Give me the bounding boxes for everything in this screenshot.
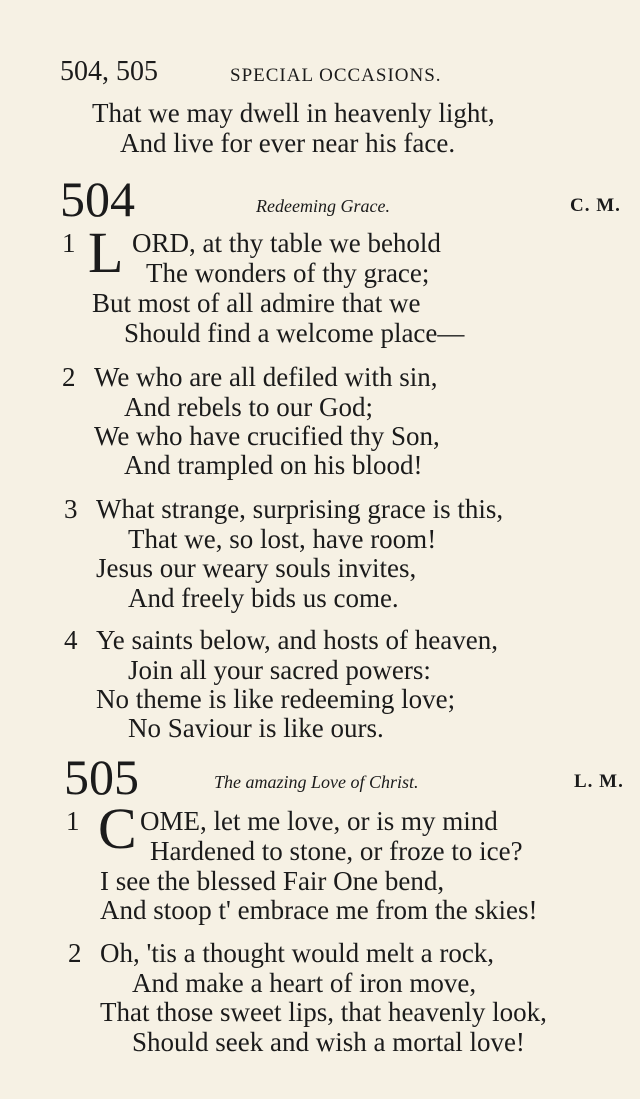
continuation-line: And live for ever near his face. [120,128,456,158]
continuation-line: That we may dwell in heavenly light, [92,98,495,128]
verse-line: But most of all admire that we [92,288,421,318]
drop-cap: C [98,796,137,861]
verse-line: Oh, 'tis a thought would melt a rock, [100,938,495,968]
verse-line: We who are all defiled with sin, [94,362,438,392]
running-header [60,56,620,92]
verse-line: Should seek and wish a mortal love! [132,1027,525,1057]
verse-line: And trampled on his blood! [124,450,423,480]
verse-line: The wonders of thy grace; [146,258,430,288]
section-title: SPECIAL OCCASIONS. [230,65,442,86]
verse-line: That we, so lost, have room! [128,524,437,554]
verse-line: Jesus our weary souls invites, [96,553,417,583]
verse-number: 1 [66,806,80,836]
verse-line: No Saviour is like ours. [128,713,384,743]
verse-line: And freely bids us come. [128,583,399,613]
verse-line: I see the blessed Fair One bend, [100,866,445,896]
hymn-number: 504 [60,171,135,227]
hymn-title: The amazing Love of Christ. [214,772,419,792]
verse-number: 1 [62,228,76,258]
verse-line: That those sweet lips, that heavenly look, [100,997,547,1027]
drop-cap: L [88,220,124,285]
verse-line: And stoop t' embrace me from the skies! [100,895,538,925]
hymn-number: 505 [64,749,139,805]
verse-line: And rebels to our God; [124,392,373,422]
verse-line: No theme is like redeeming love; [96,684,456,714]
verse-line: OME, let me love, or is my mind [140,806,498,836]
verse-line: ORD, at thy table we behold [132,228,441,258]
verse-line: Hardened to stone, or froze to ice? [150,836,523,866]
hymn-meter: L. M. [574,771,624,792]
verse-line: And make a heart of iron move, [132,968,477,998]
verse-number: 3 [64,494,78,524]
verse-line: What strange, surprising grace is this, [96,494,504,524]
verse-line: Should find a welcome place— [124,318,465,348]
hymn-title: Redeeming Grace. [256,196,390,216]
verse-line: We who have crucified thy Son, [94,421,440,451]
verse-line: Ye saints below, and hosts of heaven, [96,625,498,655]
verse-number: 2 [62,362,76,392]
verse-number: 4 [64,625,78,655]
page-number: 504, 505 [60,56,158,87]
verse-number: 2 [68,938,82,968]
hymn-meter: C. M. [570,195,621,216]
verse-line: Join all your sacred powers: [128,655,431,685]
